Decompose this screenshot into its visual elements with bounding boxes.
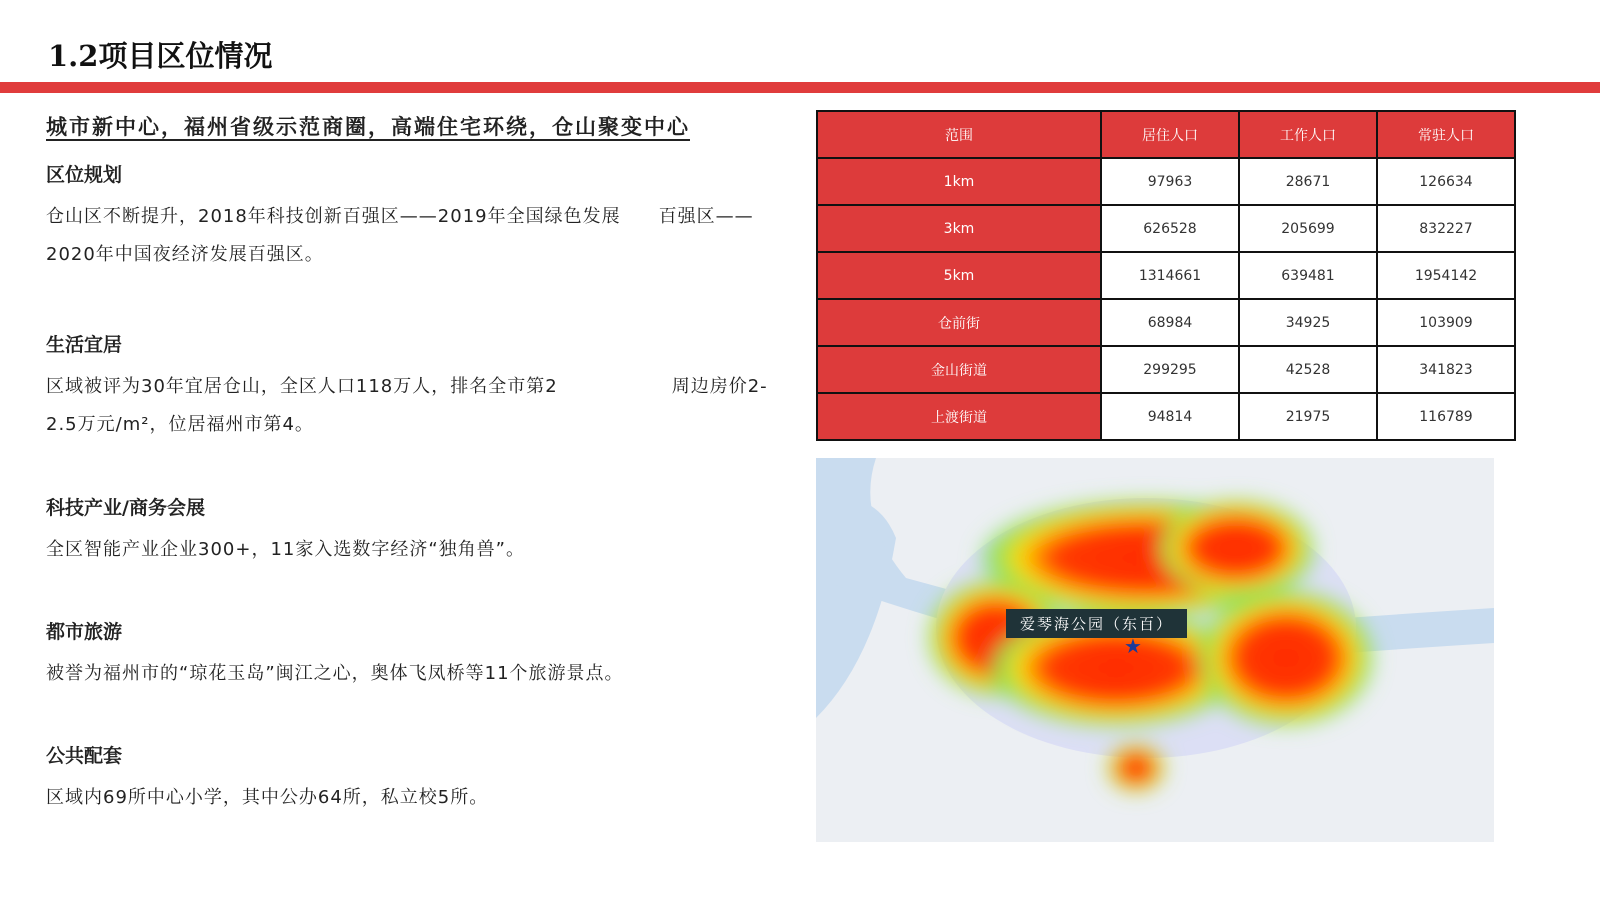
section-location	[46, 160, 776, 330]
section-heading: 科技产业/商务会展	[46, 497, 205, 519]
section-text: 区域内69所中心小学，其中公办64所，私立校5所。	[46, 787, 489, 808]
row-label: 金山街道	[817, 346, 1101, 393]
section-text: 区域被评为30年宜居仓山，全区人口118万人，排名全市第2 周边房价2-2.5万元/m²，位居福州市第4。	[46, 376, 768, 435]
cell: 126634	[1377, 158, 1515, 205]
cell: 94814	[1101, 393, 1239, 440]
table-row	[817, 346, 1515, 393]
section-heading: 公共配套	[46, 745, 123, 767]
header-working: 工作人口	[1239, 111, 1377, 158]
cell: 97963	[1101, 158, 1239, 205]
title-divider	[0, 82, 1600, 93]
text-panel	[46, 110, 776, 817]
table-row	[817, 205, 1515, 252]
heatmap-image	[816, 458, 1494, 842]
table-row	[817, 252, 1515, 299]
section-text: 被誉为福州市的“琼花玉岛”闽江之心，奥体飞凤桥等11个旅游景点。	[46, 663, 624, 684]
cell: 205699	[1239, 205, 1377, 252]
cell: 341823	[1377, 346, 1515, 393]
cell: 299295	[1101, 346, 1239, 393]
cell: 103909	[1377, 299, 1515, 346]
section-heading: 生活宜居	[46, 334, 123, 356]
section-text: 全区智能产业企业300+，11家入选数字经济“独角兽”。	[46, 539, 525, 560]
row-label: 5km	[817, 252, 1101, 299]
row-label: 仓前街	[817, 299, 1101, 346]
section-tourism	[46, 617, 776, 741]
table-row	[817, 393, 1515, 440]
cell: 21975	[1239, 393, 1377, 440]
table-row	[817, 299, 1515, 346]
table-row	[817, 158, 1515, 205]
section-public	[46, 741, 776, 817]
table-header-row	[817, 111, 1515, 158]
cell: 42528	[1239, 346, 1377, 393]
header-resident: 常驻人口	[1377, 111, 1515, 158]
cell: 1954142	[1377, 252, 1515, 299]
row-label: 3km	[817, 205, 1101, 252]
slogan: 城市新中心，福州省级示范商圈，高端住宅环绕，仓山聚变中心	[46, 114, 690, 139]
section-text: 仓山区不断提升，2018年科技创新百强区——2019年全国绿色发展 百强区——2020年中国夜经济发展百强区。	[46, 206, 754, 265]
section-heading: 都市旅游	[46, 621, 123, 643]
slide-title: 1.2项目区位情况	[48, 39, 273, 73]
cell: 639481	[1239, 252, 1377, 299]
section-heading: 区位规划	[46, 164, 123, 186]
header-range: 范围	[817, 111, 1101, 158]
cell: 34925	[1239, 299, 1377, 346]
heat-blobs	[926, 498, 1376, 793]
population-table	[816, 110, 1516, 441]
cell: 116789	[1377, 393, 1515, 440]
cell: 1314661	[1101, 252, 1239, 299]
map-graphic	[816, 458, 1494, 842]
section-living	[46, 330, 776, 493]
row-label: 1km	[817, 158, 1101, 205]
section-industry	[46, 493, 776, 617]
header-residential: 居住人口	[1101, 111, 1239, 158]
cell: 28671	[1239, 158, 1377, 205]
cell: 68984	[1101, 299, 1239, 346]
star-icon: ★	[1124, 634, 1142, 658]
cell: 832227	[1377, 205, 1515, 252]
cell: 626528	[1101, 205, 1239, 252]
row-label: 上渡街道	[817, 393, 1101, 440]
map-label: 爱琴海公园（东百）	[1006, 609, 1187, 638]
